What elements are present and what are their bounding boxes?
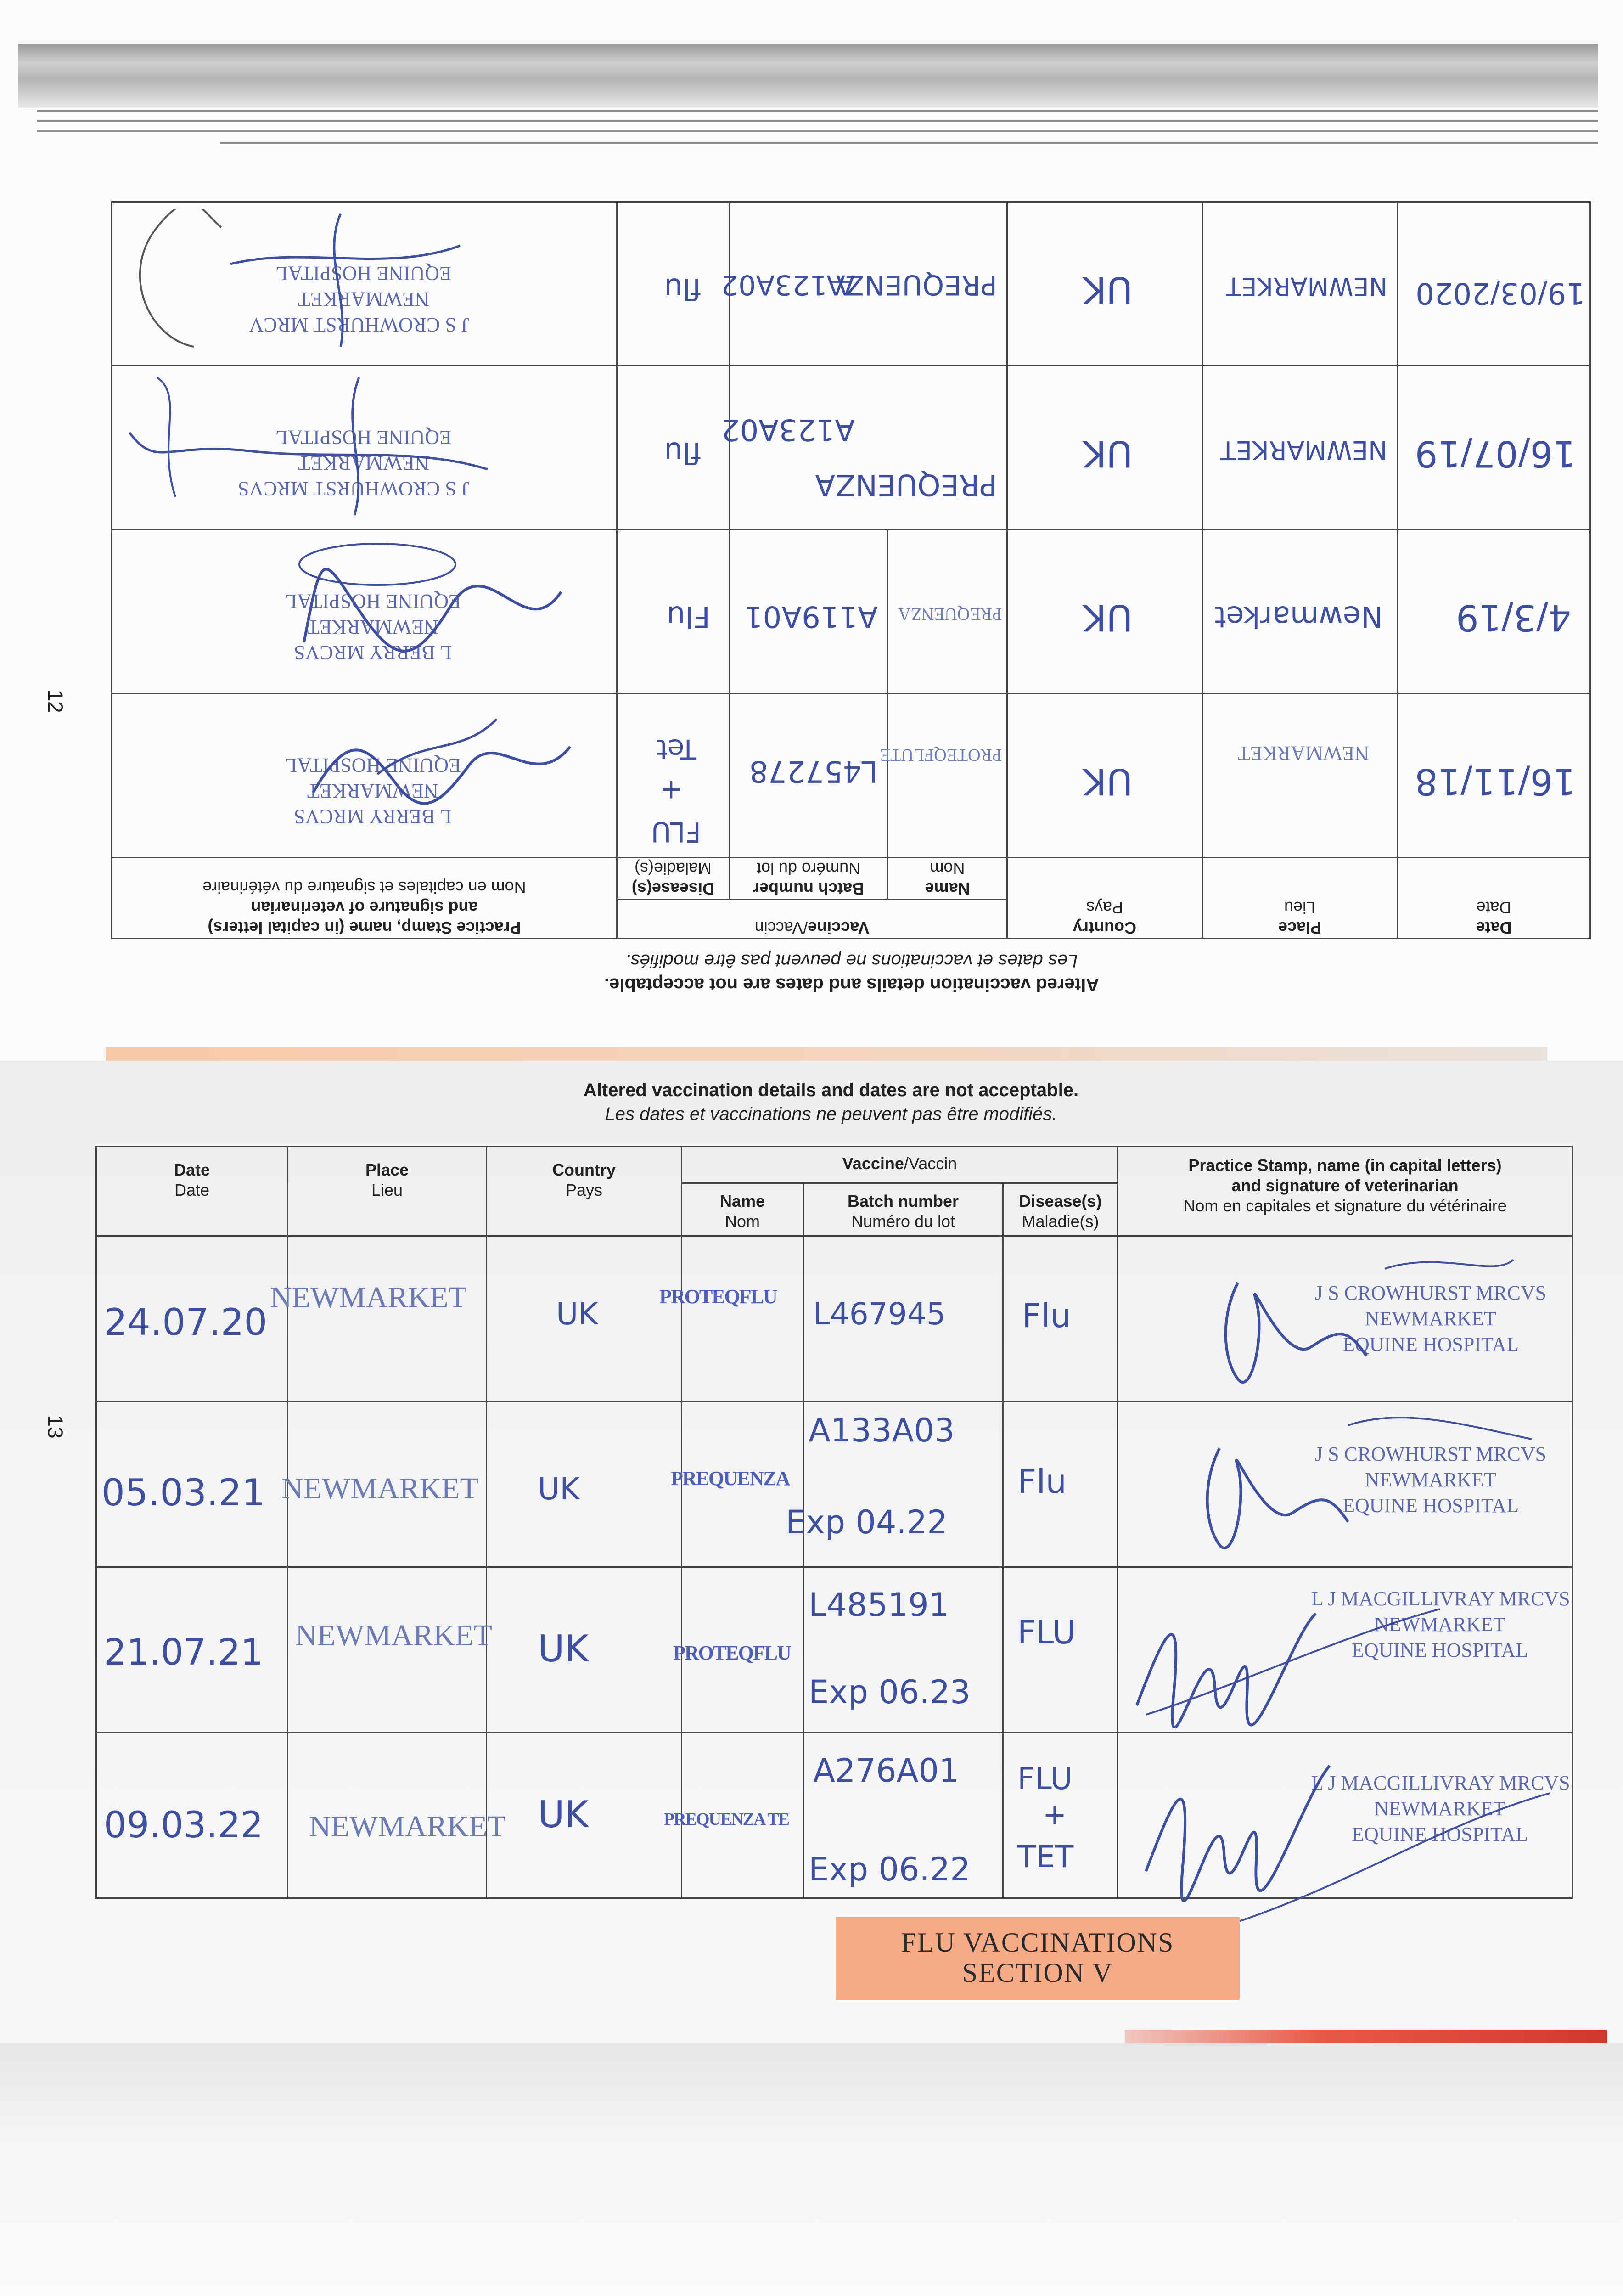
disease-tet: Tet xyxy=(657,733,696,765)
place: NEWMARKET xyxy=(1220,435,1387,465)
signature xyxy=(1146,1412,1541,1563)
vaccine-name: PROTEQFLU xyxy=(673,1642,791,1665)
notice-fr: Les dates et vaccinations ne peuvent pas être modifiés. xyxy=(605,1104,1057,1124)
practice-stamp: L J MACGILLIVRAY MRCVS NEWMARKET EQUINE HOSPITAL xyxy=(1311,1587,1570,1662)
scanner-edge-line xyxy=(220,142,1598,144)
header-batch: Batch number Numéro du lot xyxy=(730,858,888,900)
batch-number: A276A01 xyxy=(813,1751,960,1790)
header-date: Date Date xyxy=(96,1147,288,1236)
batch-number: A 123A02 xyxy=(720,269,855,301)
vaccine-name: PREQUENZA xyxy=(815,467,997,501)
disease: FLU xyxy=(1017,1761,1073,1796)
header-disease: Disease(s) Maladie(s) xyxy=(1003,1183,1118,1236)
date: 16/11/18 xyxy=(1415,760,1576,802)
country: UK xyxy=(1083,597,1133,638)
date: 21.07.21 xyxy=(104,1632,264,1674)
country: UK xyxy=(538,1793,589,1836)
date: 4/3/19 xyxy=(1455,597,1571,638)
vaccine-name: PREQUENZA xyxy=(898,604,1002,624)
header-name: Name Nom xyxy=(682,1183,803,1236)
date: 16/07/19 xyxy=(1415,433,1576,474)
practice-stamp: L BERRY MRCVS NEWMARKET EQUINE HOSPITAL xyxy=(285,590,461,664)
country: UK xyxy=(1083,269,1133,310)
practice-stamp: J S CROWHURST MRCVS NEWMARKET EQUINE HOSPITAL xyxy=(1314,1442,1547,1517)
batch-number: A123A02 xyxy=(721,412,855,446)
place: NEWMARKET xyxy=(270,1281,467,1315)
batch-expiry: Exp 06.22 xyxy=(809,1850,971,1888)
practice-stamp: L J MACGILLIVRAY MRCVS NEWMARKET EQUINE HOSPITAL xyxy=(1311,1771,1570,1846)
practice-stamp: L BERRY MRCVS NEWMARKET EQUINE HOSPITAL xyxy=(285,754,461,828)
header-place: Place Lieu xyxy=(1202,858,1398,939)
altered-notice xyxy=(96,1078,1566,1126)
table-row xyxy=(112,694,1590,858)
altered-notice xyxy=(112,949,1591,996)
country: UK xyxy=(556,1296,598,1332)
date: 09.03.22 xyxy=(104,1804,264,1846)
disease: Flu xyxy=(1017,1462,1067,1501)
vaccine-name: PROTEQFLUTE xyxy=(880,745,1002,765)
signature xyxy=(111,373,506,524)
date: 19/03/2020 xyxy=(1415,276,1585,310)
header-disease: Disease(s) Maladie(s) xyxy=(617,858,729,900)
batch-number: L467945 xyxy=(813,1296,946,1332)
signature xyxy=(111,209,478,365)
disease: Flu xyxy=(1022,1296,1072,1335)
header-country: Country Pays xyxy=(1007,858,1202,939)
country: UK xyxy=(538,1471,580,1507)
header-vaccine: Vaccine/Vaccin xyxy=(617,900,1007,939)
vaccine-name: PREQUENZA xyxy=(826,269,997,301)
vaccine-name: PREQUENZA xyxy=(671,1467,790,1490)
page-edge-red xyxy=(1125,2030,1607,2043)
vaccination-table-page12 xyxy=(111,201,1591,939)
place: NEWMARKET xyxy=(295,1619,492,1653)
batch-number: A133A03 xyxy=(809,1411,955,1449)
batch-number: L485191 xyxy=(809,1586,949,1624)
date: 05.03.21 xyxy=(101,1471,265,1514)
header-place: Place Lieu xyxy=(288,1147,487,1236)
signature xyxy=(1118,1738,1559,1931)
batch-expiry: Exp 04.22 xyxy=(786,1503,948,1541)
practice-stamp: J S CROWHURST MRCVS NEWMARKET EQUINE HOSPITAL xyxy=(1314,1282,1547,1356)
table-row xyxy=(96,1733,1572,1898)
batch-number: L457278 xyxy=(749,754,878,788)
notice-en: Altered vaccination details and dates are not acceptable. xyxy=(583,1080,1079,1100)
country: UK xyxy=(1083,760,1133,802)
batch-number: A119A01 xyxy=(744,599,878,633)
batch-expiry: Exp 06.23 xyxy=(809,1673,971,1711)
signature xyxy=(295,710,589,848)
table-row xyxy=(96,1236,1572,1401)
disease-plus: + xyxy=(1043,1797,1067,1831)
header-name: Name Nom xyxy=(888,858,1007,900)
practice-stamp: J S CROWHURST MRCV NEWMARKET EQUINE HOSPITAL xyxy=(249,262,469,336)
signature xyxy=(295,537,589,684)
date: 24.07.20 xyxy=(104,1301,268,1344)
scanner-top-edge xyxy=(18,44,1598,108)
country: UK xyxy=(538,1627,589,1671)
table-row xyxy=(96,1567,1572,1733)
place: NEWMARKET xyxy=(281,1471,478,1505)
place: Newmarket xyxy=(1214,599,1383,633)
page-12 xyxy=(112,202,1591,996)
disease: FLU xyxy=(651,816,701,848)
scanner-bottom-area xyxy=(0,2043,1623,2296)
place: NEWMARKET xyxy=(1226,272,1387,301)
disease: flu xyxy=(664,435,701,469)
vaccine-name: PREQUENZA TE xyxy=(664,1809,789,1829)
table-row xyxy=(112,530,1590,694)
disease: Flu xyxy=(666,599,710,633)
header-practice-stamp: Practice Stamp, name (in capital letters) and signature of veterinarian Nom en capitales et signature du vétérinaire xyxy=(1118,1147,1572,1236)
section-label-line-2: SECTION V xyxy=(962,1958,1113,1988)
header-date: Date Date xyxy=(1398,858,1590,939)
header-vaccine: Vaccine/Vaccin xyxy=(682,1147,1118,1183)
notice-fr: Les dates et vaccinations ne peuvent pas être modifiés. xyxy=(625,951,1078,971)
header-country: Country Pays xyxy=(487,1147,682,1236)
header-batch: Batch number Numéro du lot xyxy=(803,1183,1003,1236)
scanner-edge-line xyxy=(37,130,1598,132)
scanner-edge-line xyxy=(37,120,1598,122)
section-label-line-1: FLU VACCINATIONS xyxy=(901,1927,1174,1958)
header-practice-stamp: Practice Stamp, name (in capital letters) and signature of veterinarian Nom en capitales et signature du vétérinaire xyxy=(112,858,617,939)
scanner-edge-line xyxy=(37,110,1598,112)
disease-tet: TET xyxy=(1017,1839,1074,1874)
section-label xyxy=(836,1917,1240,2000)
vaccine-name: PROTEQFLU xyxy=(659,1285,777,1308)
place: NEWMARKET xyxy=(309,1809,506,1843)
signature xyxy=(1118,1577,1449,1728)
vaccination-table-page13 xyxy=(95,1146,1573,1899)
page-number-12: 12 xyxy=(43,689,67,713)
disease: flu xyxy=(664,271,701,305)
table-row xyxy=(112,366,1590,530)
table-row xyxy=(112,202,1590,366)
disease-plus: + xyxy=(659,774,683,806)
place: NEWMARKET xyxy=(1238,742,1369,765)
signature xyxy=(1146,1250,1522,1397)
notice-en: Altered vaccination details and dates are not acceptable. xyxy=(604,974,1100,995)
page-number-13: 13 xyxy=(43,1415,67,1439)
country: UK xyxy=(1083,433,1133,474)
disease: FLU xyxy=(1017,1614,1076,1652)
practice-stamp: J S CROWHURST MRCVS NEWMARKET EQUINE HOSPITAL xyxy=(237,426,469,500)
table-row xyxy=(96,1401,1572,1567)
